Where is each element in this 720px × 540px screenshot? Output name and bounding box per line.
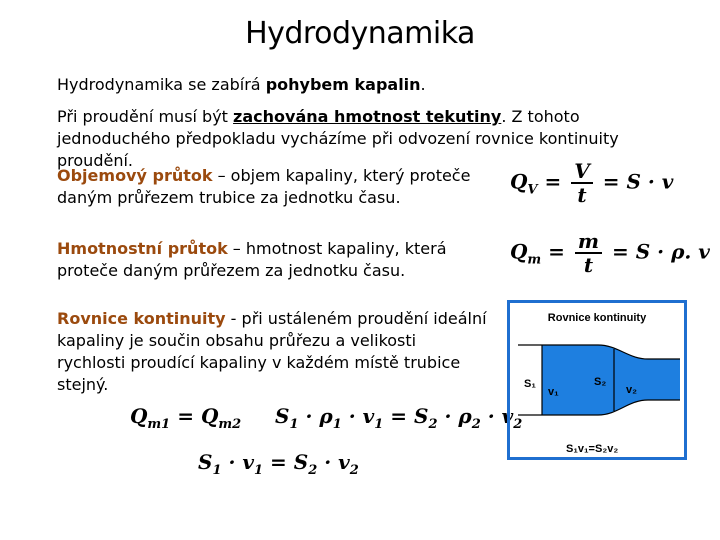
volume-flow-definition — [57, 165, 477, 209]
eq-subscript: 2 — [471, 417, 481, 432]
fraction — [575, 230, 602, 276]
intro-punct: . — [420, 75, 426, 94]
eq-subscript: 2 — [308, 463, 318, 478]
continuity-equation-2 — [275, 404, 522, 432]
eq-symbol: S — [293, 450, 309, 474]
fraction-denominator: t — [577, 183, 587, 207]
fraction-numerator: m — [575, 230, 602, 254]
fraction-denominator: t — [583, 253, 594, 277]
eq-symbol: · ρ — [305, 404, 333, 428]
eq-symbol: S — [198, 450, 213, 474]
eq-equals: = — [177, 404, 194, 428]
eq-subscript: 2 — [349, 463, 359, 478]
intro-text-3: . Z tohoto jednoduchého předpokladu vycházíme při odvození rovnice kontinuity proudění. — [57, 107, 619, 170]
fraction-numerator: V — [571, 160, 593, 184]
mass-flow-definition — [57, 238, 477, 282]
continuity-definition — [57, 308, 487, 396]
eq-symbol: S — [275, 404, 290, 428]
eq-subscript: 1 — [374, 417, 384, 432]
eq-symbol: S — [414, 404, 429, 428]
intro-text: Hydrodynamika se zabírá — [57, 75, 266, 94]
formula-rhs: = S · ρ. v — [612, 239, 710, 264]
formula-equals: = — [548, 239, 565, 264]
eq-symbol: · v — [324, 450, 350, 474]
eq-symbol: · v — [487, 404, 514, 428]
intro-underlined-term: zachována hmotnost tekutiny — [233, 107, 502, 126]
continuity-text: - při ustáleném proudění ideální kapaliny je součin obsahu průřezu a velikosti rychlosti proudící kapaliny v každém místě trubice stejný. — [57, 309, 487, 394]
volume-flow-formula — [510, 160, 673, 206]
eq-symbol: · v — [348, 404, 375, 428]
eq-subscript: 2 — [513, 417, 523, 432]
diagram-equation: S₁v₁=S₂v₂ — [566, 443, 619, 455]
intro-bold-term: pohybem kapalin — [265, 75, 421, 94]
mass-flow-text: – hmotnost kapaliny, která proteče daným průřezem za jednotku času. — [57, 239, 447, 280]
eq-subscript: m2 — [218, 417, 242, 432]
label-s1: S₁ — [524, 378, 536, 390]
eq-subscript: 2 — [428, 417, 438, 432]
eq-subscript: m1 — [147, 417, 171, 432]
page-title: Hydrodynamika — [245, 16, 475, 51]
continuity-equation-1 — [130, 404, 241, 432]
eq-subscript: 1 — [254, 463, 264, 478]
continuity-equation-3 — [198, 450, 359, 478]
mass-flow-term: Hmotnostní průtok — [57, 239, 228, 258]
continuity-term: Rovnice kontinuity — [57, 309, 226, 328]
pipe-fluid-fill — [542, 345, 680, 415]
formula-rhs: = S · v — [602, 169, 674, 194]
label-v1: v₁ — [548, 386, 559, 398]
fraction — [571, 160, 593, 206]
formula-equals: = — [544, 169, 562, 194]
intro-text-2: Při proudění musí být — [57, 107, 234, 126]
eq-equals: = — [390, 404, 408, 428]
diagram-title: Rovnice kontinuity — [547, 312, 647, 324]
eq-symbol: · v — [228, 450, 255, 474]
formula-symbol: Q — [510, 169, 528, 194]
formula-symbol: Q — [510, 239, 528, 264]
eq-subscript: 1 — [332, 417, 342, 432]
label-v2: v₂ — [626, 384, 638, 396]
volume-flow-term: Objemový průtok — [57, 166, 213, 185]
mass-flow-formula — [510, 230, 710, 276]
eq-symbol: · ρ — [444, 404, 472, 428]
intro-line-1 — [57, 74, 697, 96]
eq-subscript: 1 — [212, 463, 222, 478]
formula-subscript: V — [527, 182, 538, 198]
continuity-diagram — [507, 300, 687, 460]
label-s2: S₂ — [594, 376, 607, 388]
eq-subscript: 1 — [289, 417, 299, 432]
eq-symbol: Q — [130, 404, 148, 428]
formula-subscript: m — [527, 252, 542, 268]
eq-equals: = — [270, 450, 287, 474]
eq-symbol: Q — [200, 404, 219, 428]
volume-flow-text: – objem kapaliny, který proteče daným průřezem trubice za jednotku času. — [57, 166, 471, 207]
